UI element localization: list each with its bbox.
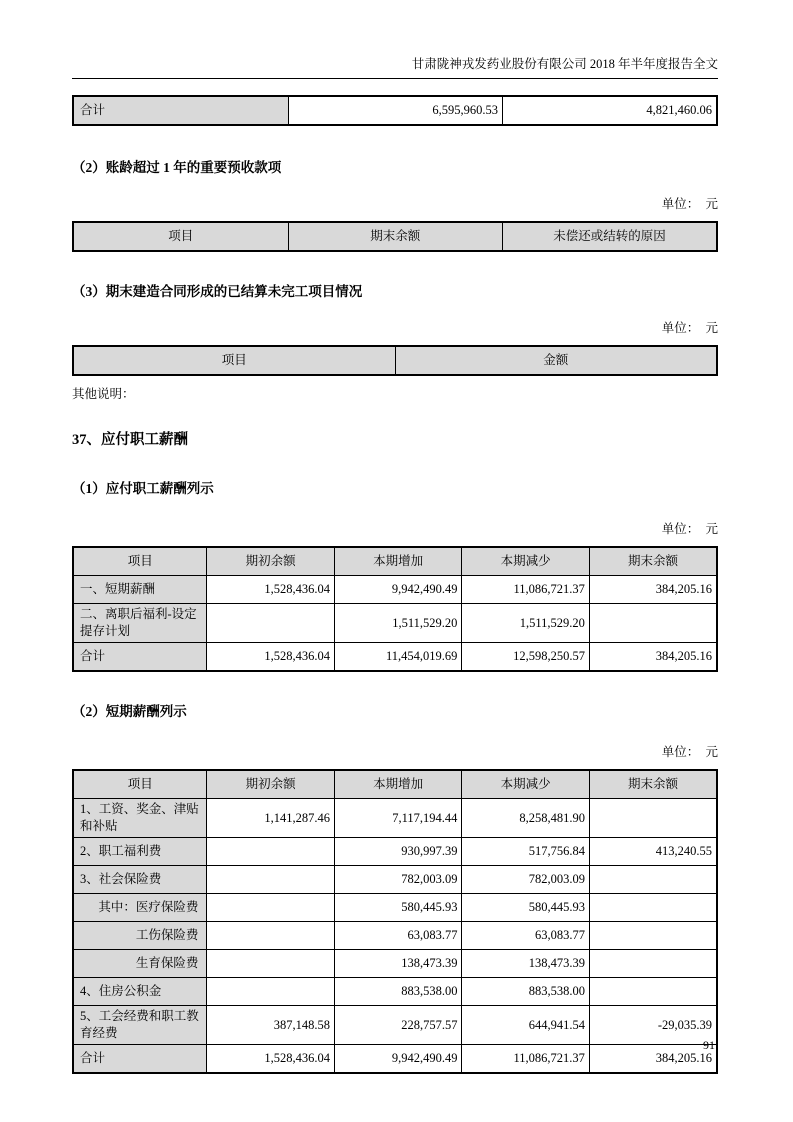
amount-cell bbox=[207, 866, 335, 894]
amount-cell bbox=[589, 604, 717, 643]
column-header: 期初余额 bbox=[207, 547, 335, 576]
table-row bbox=[73, 922, 717, 950]
unit-label: 单位： 元 bbox=[661, 745, 718, 759]
section37-1-title: （1）应付职工薪酬列示 bbox=[72, 481, 214, 496]
amount-cell bbox=[207, 950, 335, 978]
table-header-row bbox=[73, 346, 717, 375]
column-header: 项目 bbox=[73, 770, 207, 799]
construction-contract-table bbox=[72, 345, 718, 376]
other-note: 其他说明： bbox=[72, 387, 135, 401]
unit-label: 单位： 元 bbox=[661, 197, 718, 211]
row-label: 合计 bbox=[73, 96, 288, 125]
amount-cell: -29,035.39 bbox=[589, 1006, 717, 1045]
amount-cell: 384,205.16 bbox=[589, 643, 717, 672]
row-label: 4、住房公积金 bbox=[73, 978, 207, 1006]
amount-cell: 1,528,436.04 bbox=[207, 1045, 335, 1074]
row-label: 一、短期薪酬 bbox=[73, 576, 207, 604]
page-number: 91 bbox=[703, 1038, 715, 1052]
amount-cell: 12,598,250.57 bbox=[462, 643, 590, 672]
short-term-compensation-table bbox=[72, 769, 718, 1074]
column-header: 期末余额 bbox=[589, 770, 717, 799]
amount-cell: 4,821,460.06 bbox=[503, 96, 717, 125]
amount-cell: 384,205.16 bbox=[589, 576, 717, 604]
amount-cell: 644,941.54 bbox=[462, 1006, 590, 1045]
row-label: 1、工资、奖金、津贴和补贴 bbox=[73, 799, 207, 838]
table-header-row bbox=[73, 547, 717, 576]
advance-receipts-table bbox=[72, 221, 718, 252]
amount-cell: 8,258,481.90 bbox=[462, 799, 590, 838]
row-label: 2、职工福利费 bbox=[73, 838, 207, 866]
amount-cell bbox=[589, 799, 717, 838]
column-header: 本期减少 bbox=[462, 547, 590, 576]
amount-cell bbox=[207, 922, 335, 950]
row-label: 生育保险费 bbox=[73, 950, 207, 978]
carryover-total-table bbox=[72, 95, 718, 126]
amount-cell: 9,942,490.49 bbox=[334, 576, 462, 604]
table-row bbox=[73, 838, 717, 866]
row-label: 5、工会经费和职工教育经费 bbox=[73, 1006, 207, 1045]
row-label: 3、社会保险费 bbox=[73, 866, 207, 894]
amount-cell: 883,538.00 bbox=[334, 978, 462, 1006]
column-header: 项目 bbox=[73, 346, 395, 375]
unit-label: 单位： 元 bbox=[661, 321, 718, 335]
amount-cell: 517,756.84 bbox=[462, 838, 590, 866]
amount-cell bbox=[589, 894, 717, 922]
column-header: 本期增加 bbox=[334, 547, 462, 576]
amount-cell: 228,757.57 bbox=[334, 1006, 462, 1045]
section37-title: 37、应付职工薪酬 bbox=[72, 432, 188, 448]
amount-cell bbox=[589, 922, 717, 950]
amount-cell: 930,997.39 bbox=[334, 838, 462, 866]
table-row bbox=[73, 1006, 717, 1045]
column-header: 金额 bbox=[395, 346, 717, 375]
amount-cell: 6,595,960.53 bbox=[288, 96, 502, 125]
row-label: 合计 bbox=[73, 643, 207, 672]
amount-cell: 138,473.39 bbox=[462, 950, 590, 978]
row-label: 二、离职后福利-设定提存计划 bbox=[73, 604, 207, 643]
amount-cell: 883,538.00 bbox=[462, 978, 590, 1006]
table-row bbox=[73, 894, 717, 922]
amount-cell bbox=[207, 978, 335, 1006]
column-header: 本期减少 bbox=[462, 770, 590, 799]
table-row bbox=[73, 604, 717, 643]
amount-cell: 782,003.09 bbox=[462, 866, 590, 894]
amount-cell: 63,083.77 bbox=[334, 922, 462, 950]
amount-cell: 11,454,019.69 bbox=[334, 643, 462, 672]
table-row bbox=[73, 799, 717, 838]
table-row bbox=[73, 978, 717, 1006]
column-header: 项目 bbox=[73, 547, 207, 576]
table-header-row bbox=[73, 222, 717, 251]
amount-cell: 11,086,721.37 bbox=[462, 1045, 590, 1074]
column-header: 项目 bbox=[73, 222, 288, 251]
amount-cell bbox=[589, 950, 717, 978]
section37-2-title: （2）短期薪酬列示 bbox=[72, 704, 187, 719]
amount-cell: 7,117,194.44 bbox=[334, 799, 462, 838]
amount-cell: 11,086,721.37 bbox=[462, 576, 590, 604]
document-header: 甘肃陇神戎发药业股份有限公司 2018 年半年度报告全文 bbox=[72, 0, 718, 79]
table-row bbox=[73, 950, 717, 978]
amount-cell: 138,473.39 bbox=[334, 950, 462, 978]
unit-label: 单位： 元 bbox=[661, 522, 718, 536]
table-row bbox=[73, 576, 717, 604]
amount-cell: 413,240.55 bbox=[589, 838, 717, 866]
amount-cell: 580,445.93 bbox=[462, 894, 590, 922]
amount-cell bbox=[207, 838, 335, 866]
amount-cell bbox=[589, 978, 717, 1006]
table-row bbox=[73, 1045, 717, 1074]
column-header: 未偿还或结转的原因 bbox=[503, 222, 717, 251]
amount-cell: 1,528,436.04 bbox=[207, 643, 335, 672]
amount-cell: 580,445.93 bbox=[334, 894, 462, 922]
table-row bbox=[73, 866, 717, 894]
amount-cell: 9,942,490.49 bbox=[334, 1045, 462, 1074]
amount-cell: 1,528,436.04 bbox=[207, 576, 335, 604]
table-header-row bbox=[73, 770, 717, 799]
column-header: 期末余额 bbox=[288, 222, 502, 251]
amount-cell: 63,083.77 bbox=[462, 922, 590, 950]
amount-cell bbox=[589, 866, 717, 894]
row-label: 合计 bbox=[73, 1045, 207, 1074]
amount-cell: 782,003.09 bbox=[334, 866, 462, 894]
table-row bbox=[73, 643, 717, 672]
row-label: 其中：医疗保险费 bbox=[73, 894, 207, 922]
table-row bbox=[73, 96, 717, 125]
report-page bbox=[72, 0, 718, 1074]
row-label: 工伤保险费 bbox=[73, 922, 207, 950]
amount-cell: 1,511,529.20 bbox=[334, 604, 462, 643]
amount-cell: 384,205.16 bbox=[589, 1045, 717, 1074]
section2-title: （2）账龄超过 1 年的重要预收款项 bbox=[72, 160, 282, 175]
column-header: 期初余额 bbox=[207, 770, 335, 799]
amount-cell bbox=[207, 894, 335, 922]
column-header: 期末余额 bbox=[589, 547, 717, 576]
amount-cell: 1,511,529.20 bbox=[462, 604, 590, 643]
amount-cell: 387,148.58 bbox=[207, 1006, 335, 1045]
section3-title: （3）期末建造合同形成的已结算未完工项目情况 bbox=[72, 284, 363, 299]
payroll-summary-table bbox=[72, 546, 718, 672]
column-header: 本期增加 bbox=[334, 770, 462, 799]
amount-cell: 1,141,287.46 bbox=[207, 799, 335, 838]
amount-cell bbox=[207, 604, 335, 643]
